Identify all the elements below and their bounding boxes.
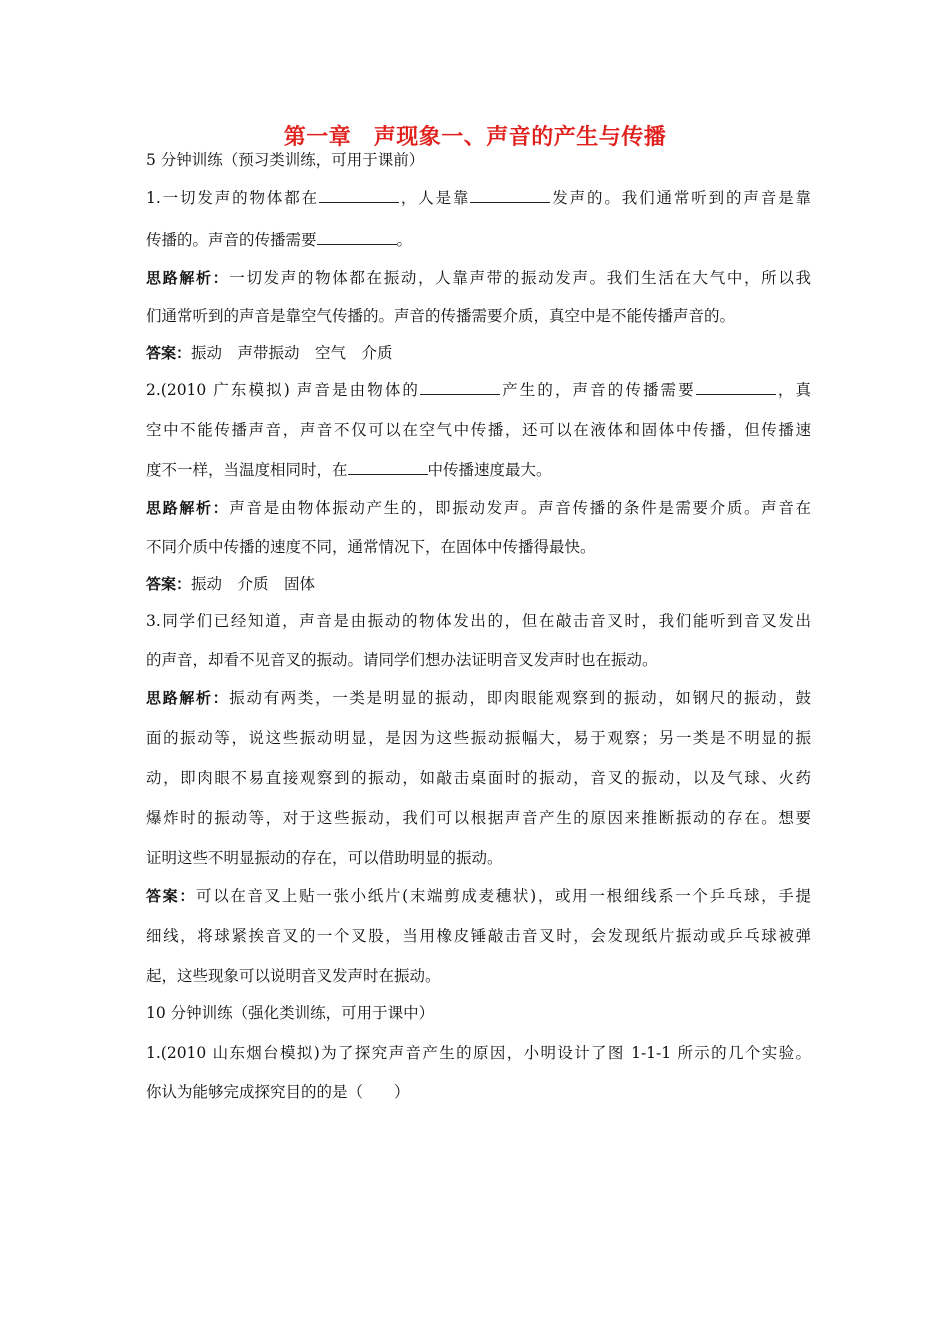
text-run: ，人是靠 <box>399 189 471 207</box>
text-run: 振动 声带振动 空气 介质 <box>191 344 393 362</box>
text-run: 1.一切发声的物体都在 <box>146 189 320 207</box>
fill-in-blank <box>420 380 500 395</box>
text-line <box>146 886 811 906</box>
fill-in-blank <box>319 188 399 203</box>
text-run: 传播的。声音的传播需要 <box>146 231 317 249</box>
text-run: 不同介质中传播的速度不同，通常情况下，在固体中传播得最快。 <box>146 538 596 556</box>
label-bold: 思路解析： <box>146 689 230 707</box>
label-bold: 答案： <box>146 575 192 593</box>
text-line <box>146 498 811 518</box>
text-run: 发声的。我们通常听到的声音是靠 <box>550 189 811 207</box>
text-line <box>146 268 811 288</box>
chapter-title: 第一章 声现象一、声音的产生与传播 <box>283 125 667 150</box>
text-run: 们通常听到的声音是靠空气传播的。声音的传播需要介质，真空中是不能传播声音的。 <box>146 307 736 325</box>
text-line <box>146 380 811 400</box>
fill-in-blank <box>348 460 428 475</box>
text-line <box>146 650 811 670</box>
text-run: 空中不能传播声音，声音不仅可以在空气中传播，还可以在液体和固体中传播，但传播速 <box>146 421 811 439</box>
text-run: 2.(2010 广东模拟) 声音是由物体的 <box>146 381 421 399</box>
text-run: 声音是由物体振动产生的，即振动发声。声音传播的条件是需要介质。声音在 <box>229 499 811 517</box>
text-line <box>146 306 811 326</box>
text-line <box>146 611 811 631</box>
text-line <box>146 343 811 363</box>
text-run: 中传播速度最大。 <box>427 461 552 479</box>
label-bold: 答案： <box>146 887 197 905</box>
text-run: 。 <box>396 231 413 249</box>
text-line <box>146 1003 811 1023</box>
text-run: 10 分钟训练（强化类训练，可用于课中） <box>146 1004 435 1022</box>
text-run: 一切发声的物体都在振动，人靠声带的振动发声。我们生活在大气中，所以我 <box>229 269 811 287</box>
text-run: 面的振动等，说这些振动明显，是因为这些振动振幅大，易于观察；另一类是不明显的振 <box>146 729 811 747</box>
text-line <box>146 1082 811 1102</box>
text-line <box>146 230 811 250</box>
text-run: 起，这些现象可以说明音叉发声时在振动。 <box>146 967 441 985</box>
text-line <box>146 728 811 748</box>
text-line <box>146 150 811 170</box>
label-bold: 思路解析： <box>146 499 230 517</box>
text-line <box>146 688 811 708</box>
text-run: 证明这些不明显振动的存在，可以借助明显的振动。 <box>146 849 503 867</box>
text-line <box>146 966 811 986</box>
text-run: 细线，将球紧挨音叉的一个叉股，当用橡皮锤敲击音叉时，会发现纸片振动或乒乓球被弹 <box>146 927 811 945</box>
text-line <box>146 808 811 828</box>
text-run: 振动 介质 固体 <box>191 575 316 593</box>
text-line <box>146 574 811 594</box>
fill-in-blank <box>470 188 550 203</box>
text-run: 度不一样，当温度相同时，在 <box>146 461 348 479</box>
text-line <box>146 188 811 208</box>
fill-in-blank <box>317 230 397 245</box>
text-line <box>146 848 811 868</box>
text-run: 爆炸时的振动等，对于这些振动，我们可以根据声音产生的原因来推断振动的存在。想要 <box>146 809 811 827</box>
text-run: 动，即肉眼不易直接观察到的振动，如敲击桌面时的振动，音叉的振动，以及气球、火药 <box>146 769 811 787</box>
label-bold: 答案： <box>146 344 192 362</box>
label-bold: 思路解析： <box>146 269 230 287</box>
text-run: 可以在音叉上贴一张小纸片(末端剪成麦穗状)，或用一根细线系一个乒乓球，手提 <box>196 887 811 905</box>
text-run: ，真 <box>775 381 811 399</box>
text-run: 振动有两类，一类是明显的振动，即肉眼能观察到的振动，如钢尺的振动，鼓 <box>229 689 811 707</box>
text-line <box>146 537 811 557</box>
text-run: 产生的，声音的传播需要 <box>500 381 696 399</box>
text-line <box>146 926 811 946</box>
text-line <box>146 420 811 440</box>
text-run: 5 分钟训练（预习类训练，可用于课前） <box>146 151 425 169</box>
text-line <box>146 768 811 788</box>
text-line <box>146 1043 811 1063</box>
text-run: 1.(2010 山东烟台模拟)为了探究声音产生的原因，小明设计了图 1-1-1 所示的几个实验。 <box>146 1044 811 1062</box>
text-run: 的声音，却看不见音叉的振动。请同学们想办法证明音叉发声时也在振动。 <box>146 651 658 669</box>
fill-in-blank <box>696 380 776 395</box>
text-line <box>146 460 811 480</box>
text-run: 你认为能够完成探究目的的是（ ） <box>146 1083 410 1101</box>
text-run: 3.同学们已经知道，声音是由振动的物体发出的，但在敲击音叉时，我们能听到音叉发出 <box>146 612 811 630</box>
